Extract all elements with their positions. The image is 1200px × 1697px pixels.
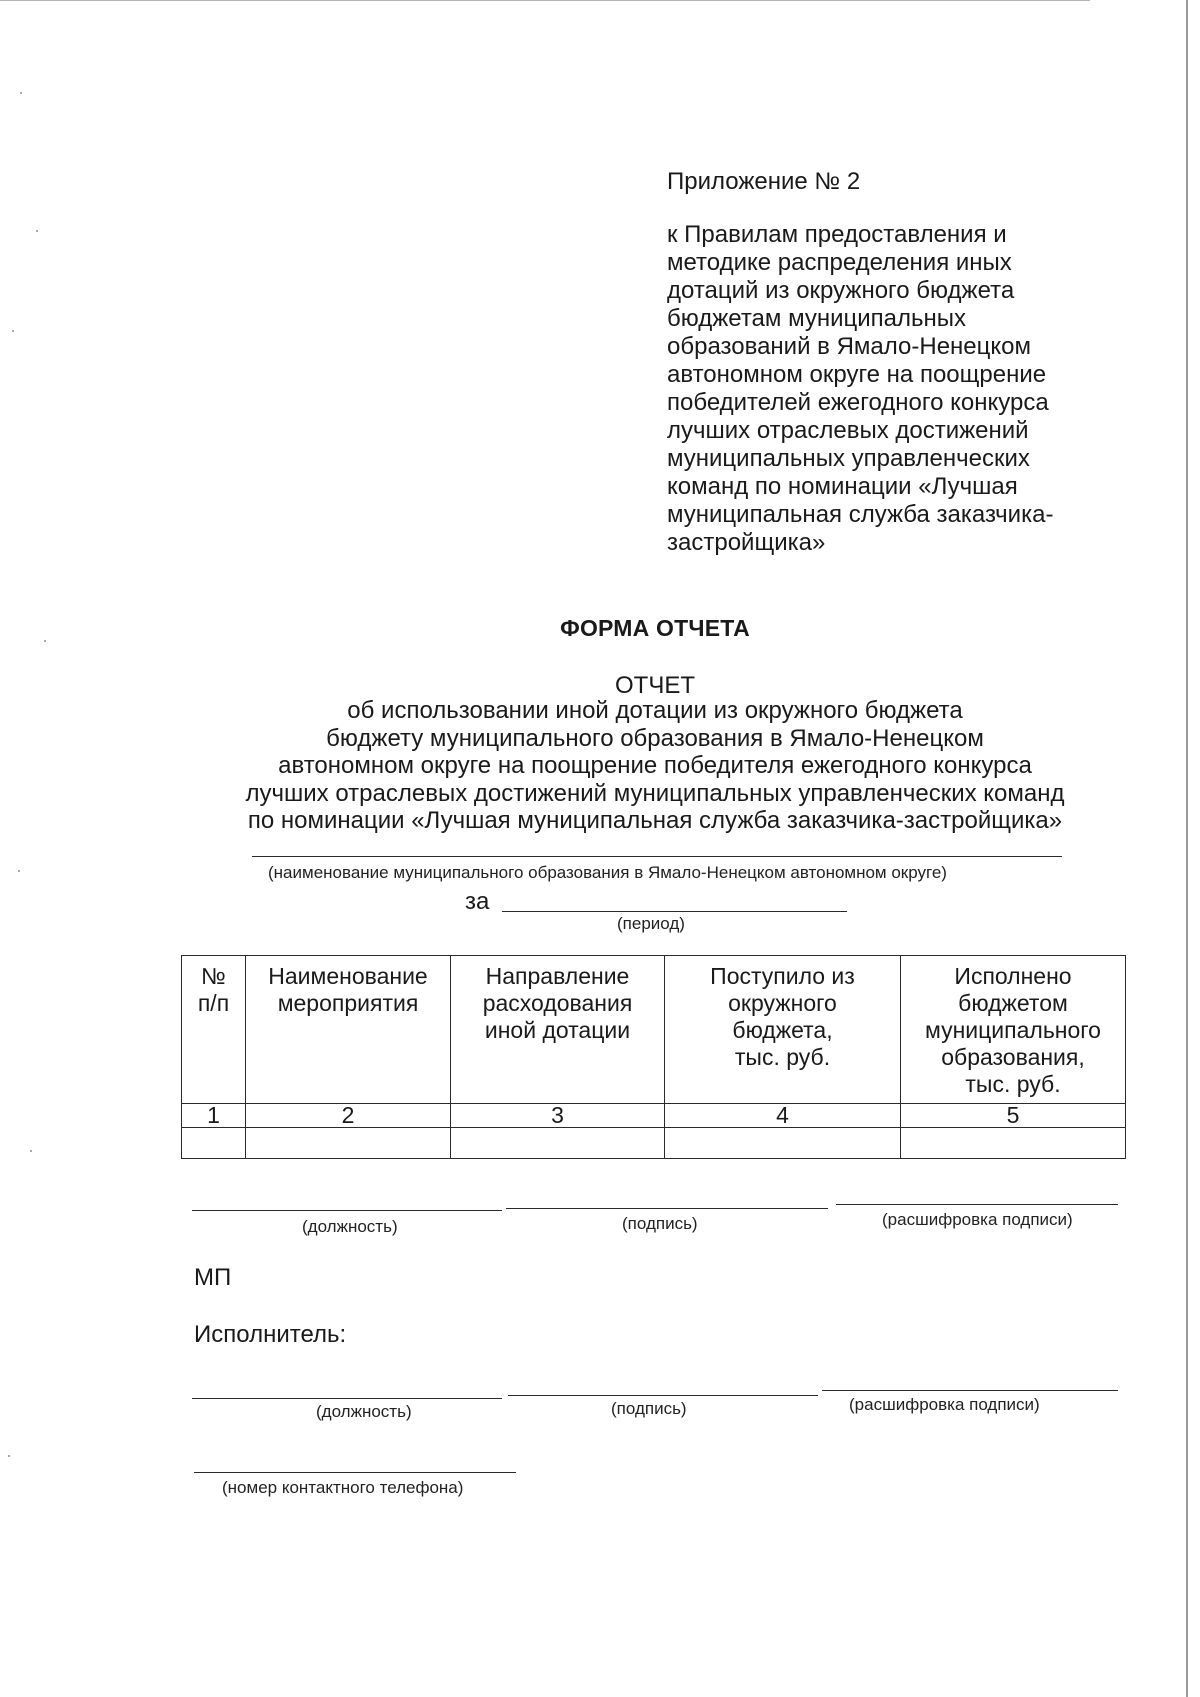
report-subtitle: об использовании иной дотации из окружного бюджета бюджету муниципального образования в Ямало-Ненецком автономном округе на поощрение победителя ежегодного конкурса лучших отраслевых достижений муниципальных управленческих команд по номинации «Лучшая муниципальная служба заказчика-застройщика» bbox=[245, 697, 1065, 834]
signature-line[interactable] bbox=[506, 1208, 828, 1209]
position-caption: (должность) bbox=[302, 1217, 398, 1236]
phone-caption: (номер контактного телефона) bbox=[222, 1478, 464, 1497]
header-executed-municipal-budget: Исполнено бюджетом муниципального образования, тыс. руб. bbox=[925, 963, 1101, 1097]
executor-signature-caption: (подпись) bbox=[611, 1399, 687, 1418]
position-line[interactable] bbox=[192, 1210, 502, 1211]
header-event-name: Наименование мероприятия bbox=[268, 963, 428, 1016]
header-cell bbox=[451, 956, 665, 1104]
scan-speck bbox=[12, 330, 14, 332]
report-title: ОТЧЕТ bbox=[615, 672, 695, 699]
signature-decoding-line[interactable] bbox=[836, 1204, 1118, 1205]
table-cell[interactable] bbox=[665, 1128, 901, 1159]
executor-signature-line[interactable] bbox=[508, 1395, 818, 1396]
municipality-caption: (наименование муниципального образования в Ямало-Ненецком автономном округе) bbox=[268, 863, 947, 882]
report-table bbox=[181, 955, 1126, 1159]
table-number-row bbox=[182, 1104, 1126, 1128]
table-cell[interactable] bbox=[451, 1128, 665, 1159]
table-header-row bbox=[182, 956, 1126, 1104]
table-row bbox=[182, 1128, 1126, 1159]
executor-position-caption: (должность) bbox=[316, 1402, 412, 1421]
scan-speck bbox=[18, 870, 20, 872]
phone-line[interactable] bbox=[194, 1472, 516, 1473]
header-cell bbox=[182, 956, 246, 1104]
executor-signature-decoding-line[interactable] bbox=[822, 1390, 1118, 1391]
annex-number: Приложение № 2 bbox=[667, 168, 861, 195]
header-spending-direction: Направление расходования иной дотации bbox=[482, 963, 633, 1043]
executor-position-line[interactable] bbox=[192, 1398, 502, 1399]
period-caption: (период) bbox=[617, 914, 685, 933]
period-line[interactable] bbox=[502, 911, 847, 912]
scan-edge-right bbox=[1186, 0, 1188, 1697]
annex-block bbox=[667, 168, 1107, 557]
column-number: 2 bbox=[246, 1104, 451, 1128]
scan-speck bbox=[36, 230, 38, 232]
table-cell[interactable] bbox=[182, 1128, 246, 1159]
column-number: 4 bbox=[665, 1104, 901, 1128]
header-cell bbox=[665, 956, 901, 1104]
period-label: за bbox=[465, 888, 490, 915]
header-received-district-budget: Поступило из окружного бюджета, тыс. руб. bbox=[710, 963, 855, 1070]
header-number: № п/п bbox=[197, 963, 230, 1016]
scan-speck bbox=[8, 1455, 10, 1457]
table-cell[interactable] bbox=[901, 1128, 1126, 1159]
executor-label: Исполнитель: bbox=[194, 1321, 347, 1348]
form-title: ФОРМА ОТЧЕТА bbox=[560, 615, 750, 641]
header-cell bbox=[901, 956, 1126, 1104]
signature-decoding-caption: (расшифровка подписи) bbox=[882, 1210, 1073, 1229]
stamp-label: МП bbox=[194, 1264, 232, 1291]
column-number: 1 bbox=[182, 1104, 246, 1128]
municipality-line[interactable] bbox=[252, 856, 1062, 857]
header-cell bbox=[246, 956, 451, 1104]
scan-speck bbox=[30, 1150, 32, 1152]
column-number: 3 bbox=[451, 1104, 665, 1128]
annex-text: к Правилам предоставления и методике распределения иных дотаций из окружного бюджета бюджетам муниципальных образований в Ямало-Ненецком автономном округе на поощрение победителей ежегодного конкурса лучших отраслевых достижений муниципальных управленческих команд по номинации «Лучшая муниципальная служба заказчика- застройщика» bbox=[667, 221, 1054, 556]
executor-signature-decoding-caption: (расшифровка подписи) bbox=[849, 1395, 1040, 1414]
table-cell[interactable] bbox=[246, 1128, 451, 1159]
signature-caption: (подпись) bbox=[622, 1214, 698, 1233]
scan-edge-top bbox=[0, 0, 1090, 1]
column-number: 5 bbox=[901, 1104, 1126, 1128]
scan-speck bbox=[20, 92, 22, 94]
